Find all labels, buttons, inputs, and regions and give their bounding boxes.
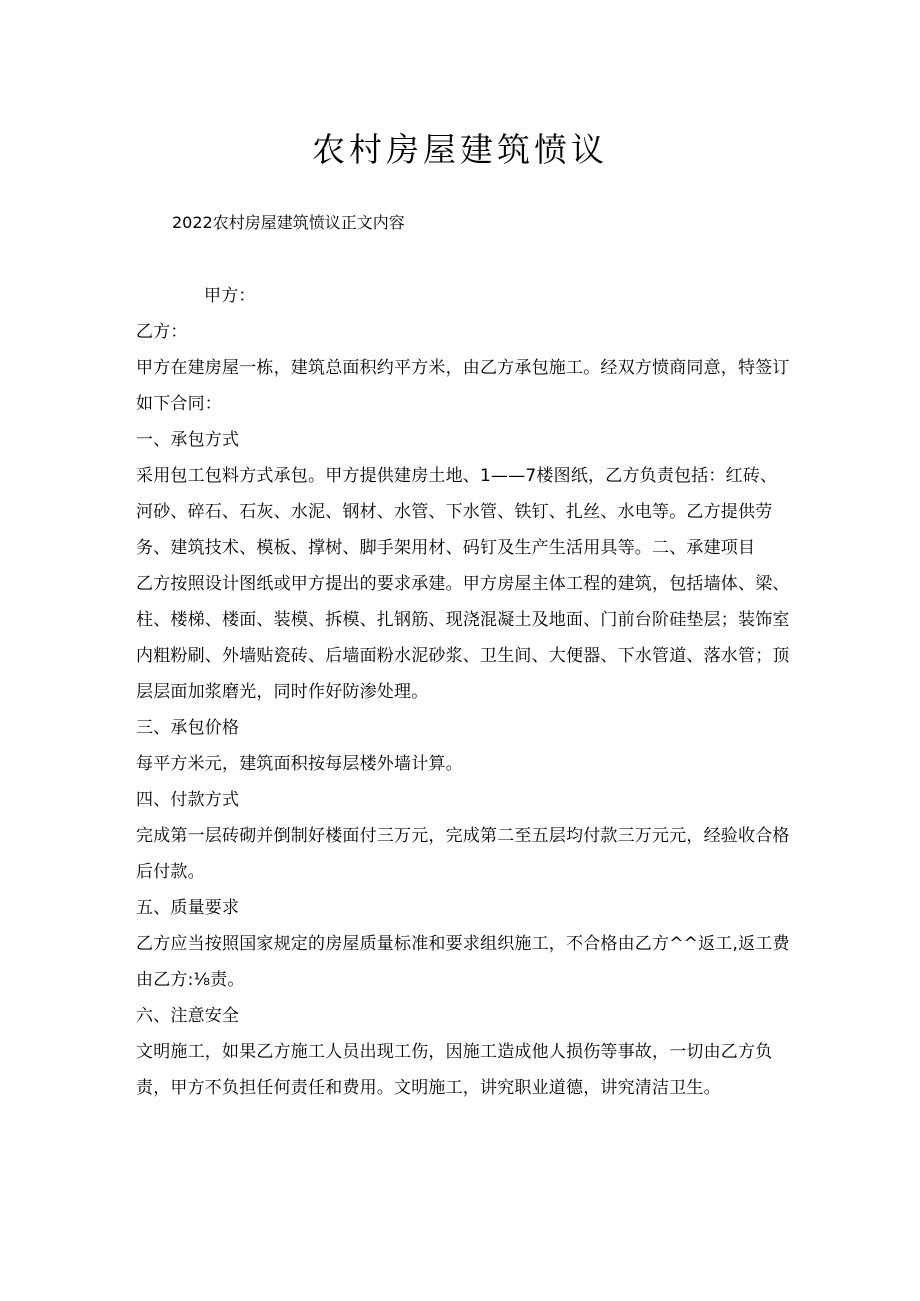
paragraph-line: 层层面加浆磨光，同时作好防渗处理。: [136, 682, 429, 702]
paragraph-line: 甲方在建房屋一栋，建筑总面积约平方米，由乙方承包施工。经双方愤商同意，特签订: [136, 358, 790, 378]
paragraph-line: 乙方应当按照国家规定的房屋质量标准和要求组织施工，不合格由乙方^^返工,返工费: [136, 934, 790, 954]
paragraph-line: 柱、楼梯、楼面、装模、拆模、扎钢筋、现浇混凝土及地面、门前台阶硅垫层；装饰室: [136, 610, 790, 630]
paragraph-line: 采用包工包料方式承包。甲方提供建房土地、1——7楼图纸，乙方负责包括：红砖、: [136, 466, 778, 486]
section-heading: 一、承包方式: [136, 430, 240, 450]
party-b-line: 乙方：: [136, 322, 188, 342]
paragraph-line: 由乙方:⅛责。: [136, 970, 245, 990]
section-heading: 五、质量要求: [136, 898, 240, 918]
paragraph-line: 每平方米元，建筑面积按每层楼外墙计算。: [136, 754, 463, 774]
party-a-line: 甲方：: [204, 286, 256, 306]
paragraph-line: 务、建筑技术、模板、撑树、脚手架用材、码钉及生产生活用具等。二、承建项目: [136, 538, 756, 558]
section-heading: 六、注意安全: [136, 1006, 240, 1026]
document-title: 农村房屋建筑愤议: [312, 130, 608, 169]
paragraph-line: 如下合同：: [136, 394, 222, 414]
paragraph-line: 后付款。: [136, 862, 205, 882]
section-heading: 三、承包价格: [136, 718, 240, 738]
paragraph-line: 内粗粉刷、外墙贴瓷砖、后墙面粉水泥砂浆、卫生间、大便器、下水管道、落水管；顶: [136, 646, 790, 666]
document-subtitle: 2022农村房屋建筑愤议正文内容: [172, 213, 405, 232]
paragraph-line: 完成第一层砖砌并倒制好楼面付三万元，完成第二至五层均付款三万元元，经验收合格: [136, 826, 790, 846]
paragraph-line: 文明施工，如果乙方施工人员出现工伤，因施工造成他人损伤等事故，一切由乙方负: [136, 1042, 773, 1062]
paragraph-line: 河砂、碎石、石灰、水泥、钢材、水管、下水管、铁钉、扎丝、水电等。乙方提供劳: [136, 502, 773, 522]
paragraph-line: 乙方按照设计图纸或甲方提出的要求承建。甲方房屋主体工程的建筑，包括墙体、梁、: [136, 574, 790, 594]
section-heading: 四、付款方式: [136, 790, 240, 810]
paragraph-line: 责，甲方不负担任何责任和费用。文明施工，讲究职业道德，讲究清洁卫生。: [136, 1078, 721, 1098]
